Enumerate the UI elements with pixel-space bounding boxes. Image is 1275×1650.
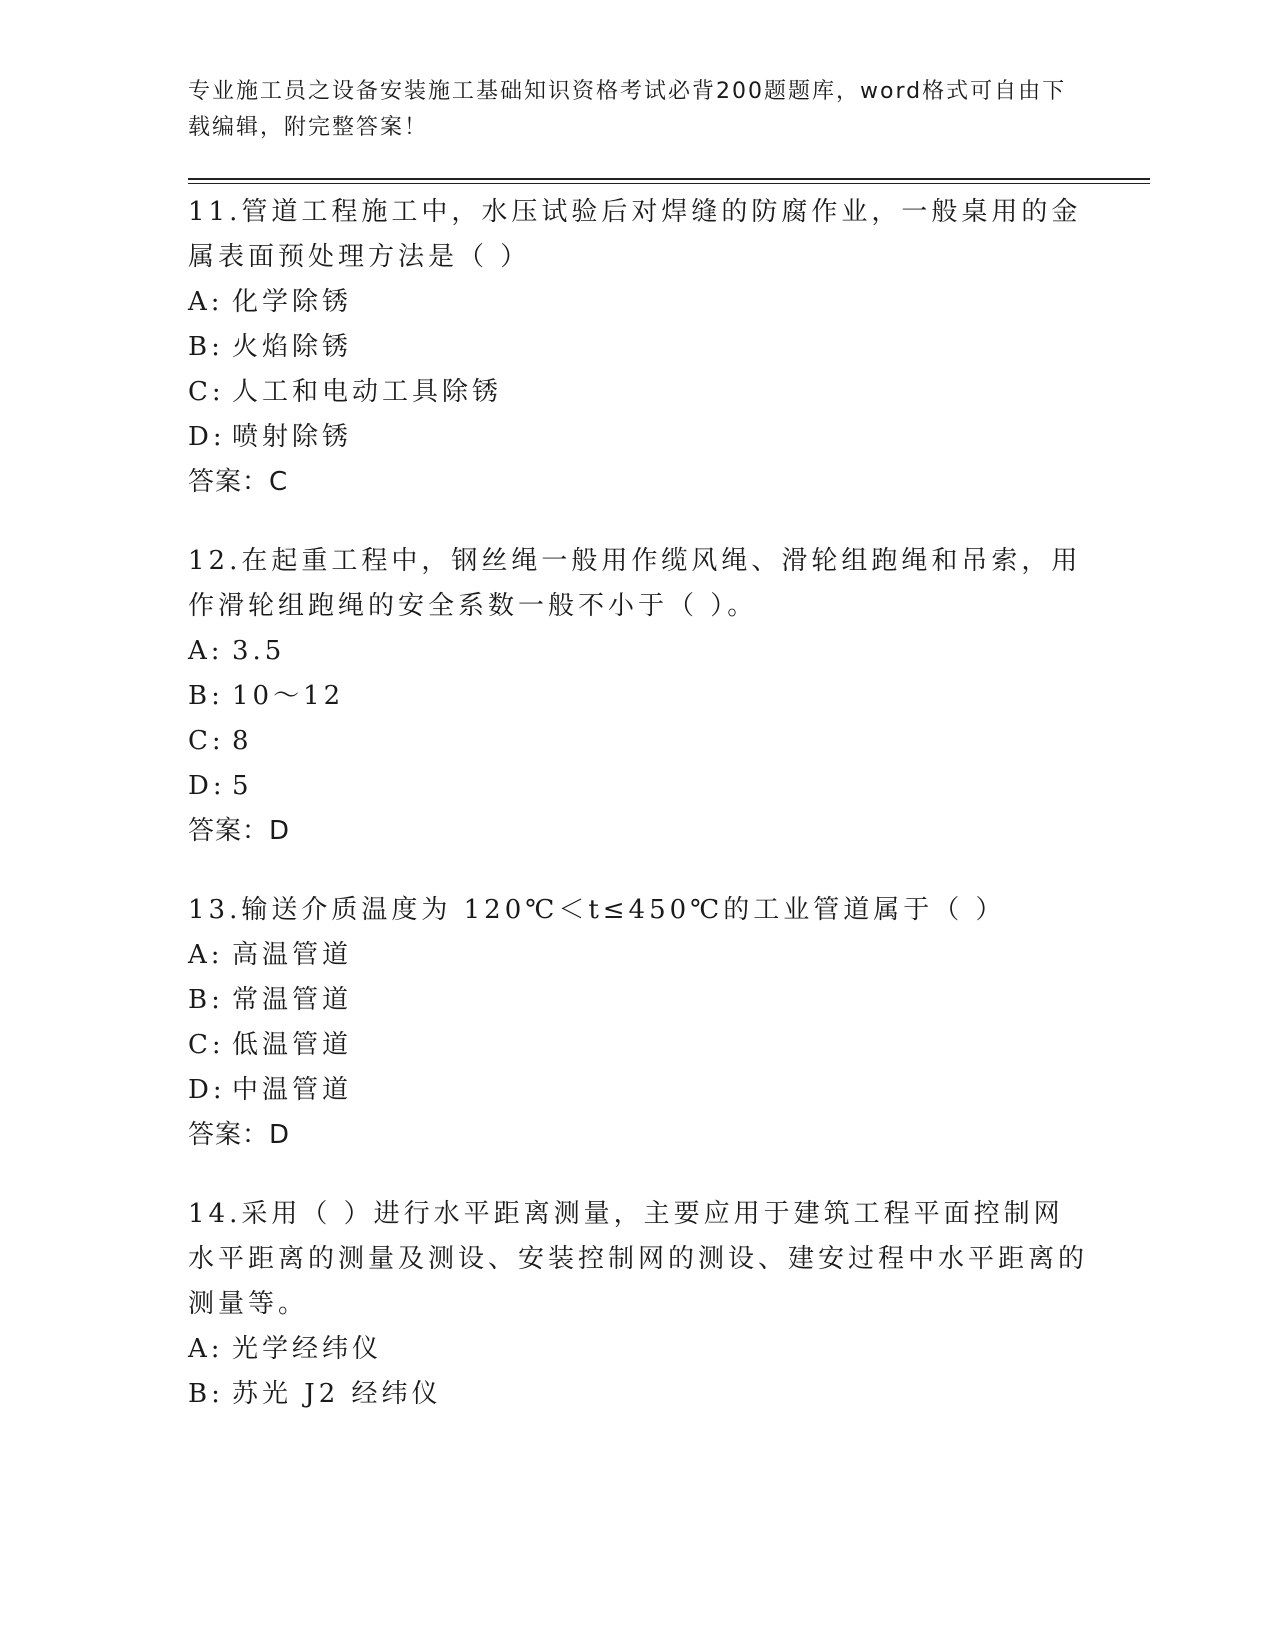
option-d	[188, 764, 1088, 809]
question-12	[188, 539, 1088, 854]
option-letter: C:	[188, 1030, 225, 1060]
question-stem: 11.管道工程施工中，水压试验后对焊缝的防腐作业，一般桌用的金属表面预处理方法是（ ）	[188, 197, 1082, 272]
option-text: 化学除锈	[232, 287, 353, 317]
option-a	[188, 280, 1088, 325]
option-d	[188, 1068, 1088, 1113]
option-letter: B:	[188, 985, 224, 1015]
option-a	[188, 1327, 1088, 1372]
option-text: 人工和电动工具除锈	[232, 377, 503, 407]
question-14	[188, 1192, 1088, 1417]
question-list	[188, 190, 1088, 1451]
option-text: 中温管道	[232, 1075, 353, 1105]
option-c	[188, 1023, 1088, 1068]
option-letter: C:	[188, 377, 225, 407]
option-letter: A:	[188, 940, 224, 970]
option-text: 5	[232, 771, 253, 801]
question-stem: 14.采用（ ）进行水平距离测量，主要应用于建筑工程平面控制网水平距离的测量及测设、安装控制网的测设、建安过程中水平距离的测量等。	[188, 1199, 1089, 1319]
option-c	[188, 719, 1088, 764]
option-text: 喷射除锈	[232, 422, 353, 452]
option-text: 光学经纬仪	[232, 1334, 383, 1364]
option-letter: C:	[188, 726, 225, 756]
option-letter: A:	[188, 1334, 224, 1364]
option-letter: D:	[188, 1075, 226, 1105]
option-letter: B:	[188, 1379, 224, 1409]
option-c	[188, 370, 1088, 415]
header-divider-thick	[188, 178, 1150, 180]
document-header: 专业施工员之设备安装施工基础知识资格考试必背200题题库，word格式可自由下载编辑，附完整答案！	[188, 79, 1067, 140]
option-letter: D:	[188, 771, 226, 801]
option-text: 8	[232, 726, 253, 756]
option-letter: D:	[188, 422, 226, 452]
option-a	[188, 933, 1088, 978]
question-11	[188, 190, 1088, 505]
option-d	[188, 415, 1088, 460]
question-13	[188, 888, 1088, 1158]
option-text: 10～12	[232, 681, 345, 711]
question-stem: 13.输送介质温度为 120℃＜t≤450℃的工业管道属于（ ）	[188, 895, 1006, 925]
option-letter: B:	[188, 332, 224, 362]
answer-line: 答案：C	[188, 467, 289, 497]
option-text: 苏光 J2 经纬仪	[232, 1379, 442, 1409]
option-letter: A:	[188, 636, 224, 666]
option-a	[188, 629, 1088, 674]
option-b	[188, 1372, 1088, 1417]
option-text: 3.5	[232, 636, 286, 666]
question-stem: 12.在起重工程中，钢丝绳一般用作缆风绳、滑轮组跑绳和吊索，用作滑轮组跑绳的安全系数一般不小于（ ）。	[188, 546, 1082, 621]
option-b	[188, 325, 1088, 370]
option-text: 低温管道	[232, 1030, 353, 1060]
answer-line: 答案：D	[188, 816, 291, 846]
option-text: 火焰除锈	[232, 332, 353, 362]
option-b	[188, 978, 1088, 1023]
option-letter: A:	[188, 287, 224, 317]
header-divider-thin	[188, 183, 1150, 184]
option-b	[188, 674, 1088, 719]
option-letter: B:	[188, 681, 224, 711]
option-text: 常温管道	[232, 985, 353, 1015]
option-text: 高温管道	[232, 940, 353, 970]
answer-line: 答案：D	[188, 1120, 291, 1150]
